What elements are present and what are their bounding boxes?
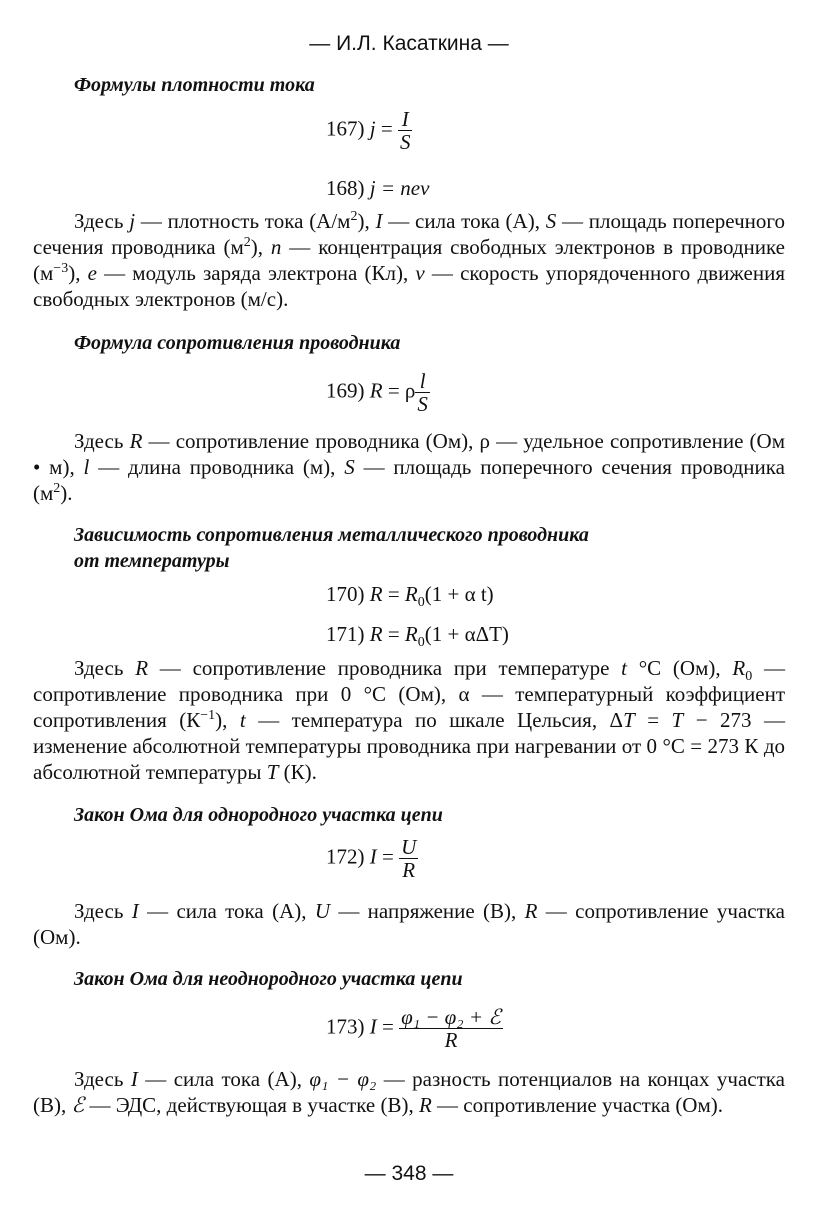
fraction xyxy=(399,1006,503,1051)
paragraph-ohm-homogeneous: Здесь I — сила тока (А), U — напряжение (В), R — сопротивление участка (Ом). xyxy=(33,899,785,949)
numerator: U xyxy=(401,835,417,859)
section-heading-temperature: Зависимость сопротивления металлического проводника xyxy=(74,524,589,546)
numerator: φ₁ − φ₂ + ℰ xyxy=(401,1005,501,1029)
formula-168 xyxy=(326,176,429,201)
numerator: l xyxy=(419,369,426,393)
section-heading-ohm-nonhomogeneous: Закон Ома для неоднородного участка цепи xyxy=(74,968,463,990)
section-heading-current-density: Формулы плотности тока xyxy=(74,74,315,96)
formula-label: 169) xyxy=(326,378,365,403)
section-heading-temperature-line2: от температуры xyxy=(74,550,230,572)
page-number: — 348 — xyxy=(364,1162,454,1185)
formula-171: 171) $R = R_0(1 + \alpha\Delta T)$ xyxy=(326,622,509,651)
fraction xyxy=(415,370,430,415)
denominator: R xyxy=(399,858,418,881)
formula-expr: j = nev xyxy=(369,176,430,200)
paragraph-current-density: Здесь j — плотность тока $(А/м^2)$, I — сила тока (А), S — площадь поперечного сечения проводника $(м^2)$, n — концентрация свободных электронов в проводнике $(м^{-3})$, e — модуль заряда электрона (Кл), v — скорость упорядоченного движения свободных электронов (м/с). xyxy=(33,209,785,311)
formula-167: 167) j = $\frac{I}{S}$ xyxy=(326,107,411,154)
fraction xyxy=(398,108,413,153)
running-head: — И.Л. Касаткина — xyxy=(309,32,509,55)
formula-label: 168) xyxy=(326,176,365,200)
formula-label: 167) xyxy=(326,116,365,141)
numerator: I xyxy=(401,107,409,131)
formula-170: 170) $R = R_0(1 + \alpha$ t) xyxy=(326,582,494,611)
paragraph-ohm-nonhomogeneous: Здесь I — сила тока (А), φ₁ − φ₂ — разность потенциалов на концах участка (В), ℰ — ЭДС, действующая в участке (В), R — сопротивление участка (Ом). xyxy=(33,1067,785,1117)
formula-lhs: j xyxy=(369,116,376,141)
formula-169: 169) R = ρ $\frac{l}{S}$ xyxy=(326,369,428,416)
formula-172: 172) I = $\frac{U}{R}$ xyxy=(326,835,417,882)
section-heading-ohm-homogeneous: Закон Ома для однородного участка цепи xyxy=(74,804,443,826)
formula-173: 173) I = $\frac{\text{φ₁ − φ₂ + ℰ}}{R}$ xyxy=(326,1005,501,1052)
formula-lhs: R xyxy=(369,378,383,403)
denominator: R xyxy=(399,1028,503,1051)
denominator: S xyxy=(399,130,411,154)
denominator: S xyxy=(417,392,428,416)
paragraph-resistance: Здесь R — сопротивление проводника (Ом), ρ — удельное сопротивление (Ом • м), l — длина проводника (м), S — площадь поперечного сечения проводника $(м^2)$. xyxy=(33,429,785,505)
fraction xyxy=(399,836,418,881)
paragraph-temperature: Здесь R — сопротивление проводника при температуре t °C (Ом), $R_0$ — сопротивление проводника при 0 °C (Ом), α — температурный коэффициент сопротивления $(К^{-1})$, t — температура по шкале Цельсия, ΔT = T − 273 — изменение абсолютной температуры проводника при нагревании от 0 °C = 273 К до абсолютной температуры T (К). xyxy=(33,656,786,784)
section-heading-resistance: Формула сопротивления проводника xyxy=(74,332,401,354)
